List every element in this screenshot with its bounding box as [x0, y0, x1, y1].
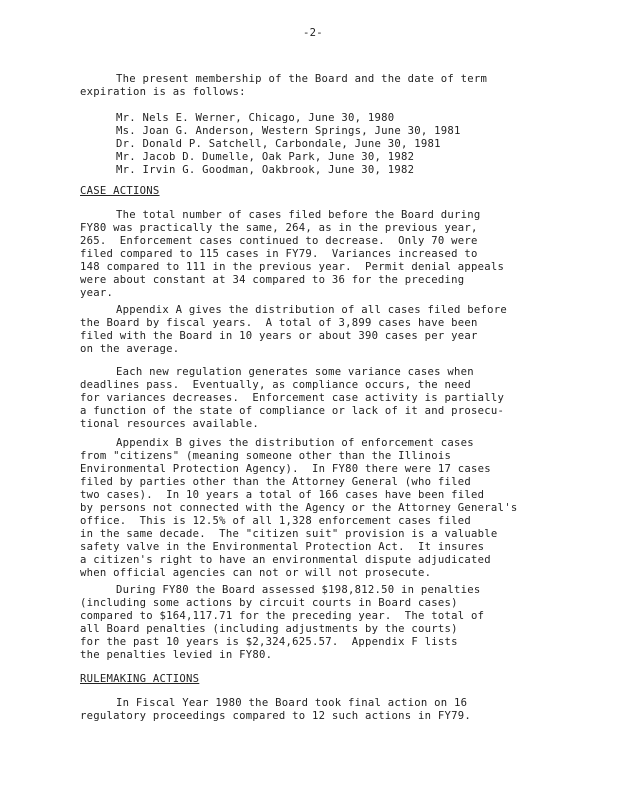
paragraph-line: Environmental Protection Agency). In FY80 there were 17 cases [80, 463, 491, 475]
paragraph-line: a function of the state of compliance or lack of it and prosecu- [80, 405, 505, 417]
paragraph-line: in the same decade. The "citizen suit" provision is a valuable [80, 528, 498, 540]
paragraph-line: Each new regulation generates some variance cases when [116, 366, 474, 378]
paragraph-line: FY80 was practically the same, 264, as in the previous year, [80, 222, 478, 234]
member-entry: Mr. Jacob D. Dumelle, Oak Park, June 30, 1982 [116, 151, 415, 163]
section-heading-case-actions: CASE ACTIONS [80, 185, 160, 197]
paragraph-line: were about constant at 34 compared to 36 for the preceding [80, 274, 465, 286]
section-heading-rulemaking-actions: RULEMAKING ACTIONS [80, 673, 200, 685]
paragraph-line: year. [80, 287, 114, 299]
paragraph-line: two cases). In 10 years a total of 166 cases have been filed [80, 489, 485, 501]
paragraph-line: tional resources available. [80, 418, 259, 430]
paragraph-line: filed by parties other than the Attorney General (who filed [80, 476, 472, 488]
paragraph-line: when official agencies can not or will not prosecute. [80, 567, 432, 579]
paragraph-line: a citizen's right to have an environmental dispute adjudicated [80, 554, 491, 566]
page-number: -2- [303, 27, 323, 39]
paragraph-line: Appendix B gives the distribution of enforcement cases [116, 437, 474, 449]
paragraph-line: compared to $164,117.71 for the preceding year. The total of [80, 610, 485, 622]
paragraph-line: deadlines pass. Eventually, as compliance occurs, the need [80, 379, 472, 391]
intro-line: The present membership of the Board and the date of term [116, 73, 488, 85]
paragraph-line: Appendix A gives the distribution of all cases filed before [116, 304, 508, 316]
paragraph-line: all Board penalties (including adjustments by the courts) [80, 623, 458, 635]
member-entry: Mr. Irvin G. Goodman, Oakbrook, June 30, 1982 [116, 164, 415, 176]
paragraph-line: In Fiscal Year 1980 the Board took final action on 16 [116, 697, 468, 709]
member-entry: Dr. Donald P. Satchell, Carbondale, June 30, 1981 [116, 138, 441, 150]
paragraph-line: the penalties levied in FY80. [80, 649, 273, 661]
paragraph-line: for the past 10 years is $2,324,625.57. Appendix F lists [80, 636, 458, 648]
paragraph-line: office. This is 12.5% of all 1,328 enforcement cases filed [80, 515, 472, 527]
paragraph-line: safety valve in the Environmental Protection Act. It insures [80, 541, 485, 553]
paragraph-line: on the average. [80, 343, 180, 355]
paragraph-line: filed with the Board in 10 years or about 390 cases per year [80, 330, 478, 342]
paragraph-line: for variances decreases. Enforcement case activity is partially [80, 392, 505, 404]
paragraph-line: the Board by fiscal years. A total of 3,899 cases have been [80, 317, 478, 329]
paragraph-line: filed compared to 115 cases in FY79. Variances increased to [80, 248, 478, 260]
paragraph-line: regulatory proceedings compared to 12 such actions in FY79. [80, 710, 472, 722]
paragraph-line: 265. Enforcement cases continued to decrease. Only 70 were [80, 235, 478, 247]
paragraph-line: The total number of cases filed before the Board during [116, 209, 481, 221]
intro-line: expiration is as follows: [80, 86, 246, 98]
paragraph-line: from "citizens" (meaning someone other than the Illinois [80, 450, 452, 462]
member-entry: Ms. Joan G. Anderson, Western Springs, June 30, 1981 [116, 125, 461, 137]
member-entry: Mr. Nels E. Werner, Chicago, June 30, 1980 [116, 112, 395, 124]
paragraph-line: (including some actions by circuit courts in Board cases) [80, 597, 458, 609]
paragraph-line: by persons not connected with the Agency or the Attorney General's [80, 502, 518, 514]
paragraph-line: During FY80 the Board assessed $198,812.50 in penalties [116, 584, 481, 596]
paragraph-line: 148 compared to 111 in the previous year. Permit denial appeals [80, 261, 505, 273]
